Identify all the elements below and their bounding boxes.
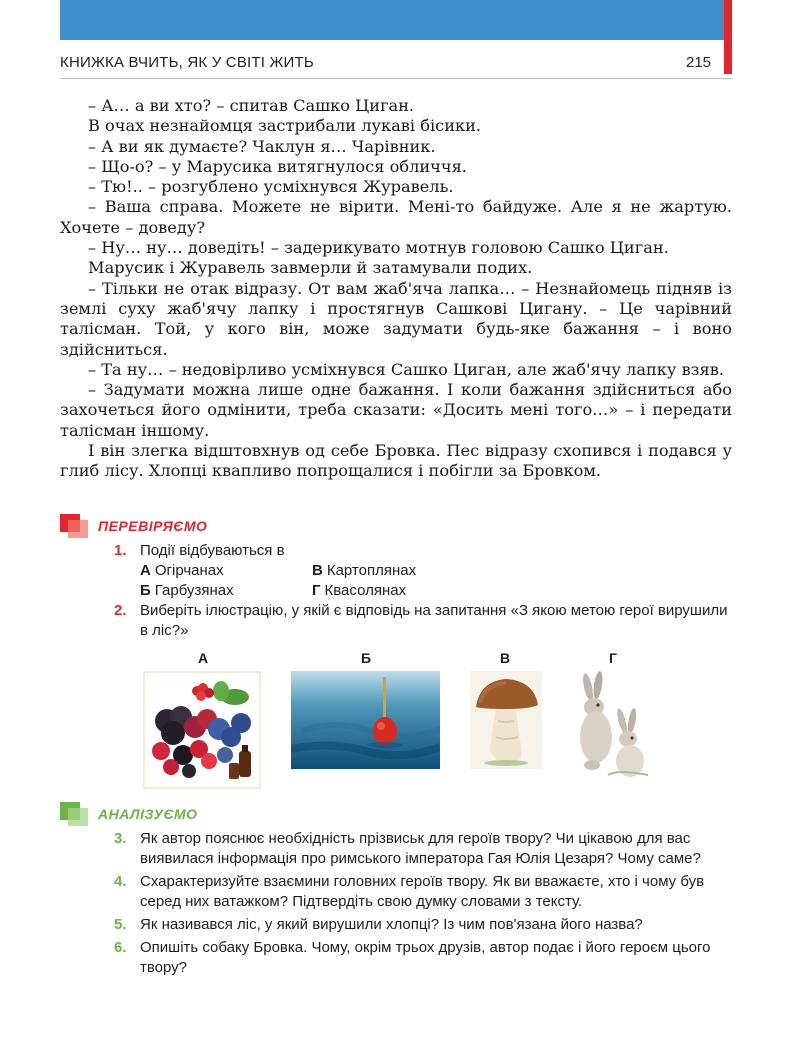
running-title: КНИЖКА ВЧИТЬ, ЯК У СВІТІ ЖИТЬ — [60, 54, 314, 71]
analyze-section-heading — [60, 802, 198, 826]
check-section-heading — [60, 514, 207, 538]
task-text: Опишіть собаку Бровка. Чому, окрім трьох друзів, автор подає і його героєм цього твору? — [140, 939, 711, 976]
story-paragraph: – Тю!.. – розгублено усміхнувся Журавель. — [88, 177, 454, 197]
task-number: 2. — [114, 602, 127, 619]
mushroom-illustration[interactable] — [470, 671, 542, 769]
berries-illustration[interactable] — [143, 671, 261, 789]
page-number: 215 — [686, 54, 712, 71]
task-number: 5. — [114, 916, 127, 933]
task-number: 3. — [114, 830, 127, 847]
task-text: Як називався ліс, у який вирушили хлопці? Із чим пов'язана його назва? — [140, 916, 643, 933]
task-number: 1. — [114, 542, 127, 559]
story-paragraph: – Ну… ну… доведіть! – задерикувато мотнув головою Сашко Циган. — [88, 238, 669, 258]
story-text — [60, 96, 732, 482]
task-3 — [114, 829, 734, 869]
check-tasks — [114, 541, 734, 641]
analyze-section-title: АНАЛІЗУЄМО — [98, 806, 198, 822]
task-4 — [114, 872, 734, 912]
story-paragraph: – Тільки не отак відразу. От вам жаб'яча лапка… – Незнайомець підняв із землі суху жаб'ячу лапку і простягнув Сашкові Цигану. – Це чарівний талісман. Той, у кого він, може задумати будь-яке бажання – і воно здійсниться. — [60, 278, 732, 359]
image-label-h: Г — [609, 650, 617, 666]
task-number: 4. — [114, 873, 127, 890]
header-divider — [60, 78, 732, 79]
task-2 — [114, 601, 734, 641]
task-text: Події відбуваються в — [140, 542, 285, 559]
task-1 — [114, 541, 734, 601]
analyze-section-icon — [60, 802, 90, 826]
task-number: 6. — [114, 939, 127, 956]
check-section-icon — [60, 514, 90, 538]
story-paragraph: – Ваша справа. Можете не вірити. Мені-то байдуже. Але я не жартую. Хочете – доведу? — [60, 197, 732, 237]
answer-options — [140, 561, 734, 601]
header-color-bar — [60, 0, 724, 40]
task-text: Як автор пояснює необхідність прізвиськ для героїв твору? Чи цікавою для вас виявилася інформація про римського імператора Гая Юлія Цезаря? Чому саме? — [140, 830, 701, 867]
story-paragraph: – А ви як думаєте? Чаклун я… Чарівник. — [88, 136, 436, 156]
analyze-tasks — [114, 829, 734, 981]
image-label-b: Б — [360, 650, 372, 666]
story-paragraph: І він злегка відштовхнув од себе Бровка. Пес відразу схопився і подався у глиб лісу. Хлопці квапливо попрощалися і побігли за Бровком. — [60, 441, 732, 481]
story-paragraph: – Та ну… – недовірливо усміхнувся Сашко Циган, але жаб'ячу лапку взяв. — [88, 359, 724, 379]
header-red-marker — [724, 0, 732, 74]
rabbits-illustration[interactable] — [578, 671, 654, 779]
image-label-v: В — [499, 650, 511, 666]
task-text: Виберіть ілюстрацію, у якій є відповідь на запитання «З якою метою герої вирушили в ліс?» — [140, 602, 728, 639]
answer-option[interactable]: Г Квасолянах — [312, 582, 407, 599]
story-paragraph: В очах незнайомця застрибали лукаві бісики. — [88, 116, 482, 136]
fishing-float-illustration[interactable] — [291, 671, 440, 769]
image-label-a: А — [197, 650, 209, 666]
task-text: Схарактеризуйте взаємини головних героїв твору. Як ви вважаєте, хто і чому був серед них ватажком? Підтвердіть свою думку словами з тексту. — [140, 873, 705, 910]
story-paragraph: Марусик і Журавель завмерли й затамували подих. — [88, 258, 533, 278]
task-6 — [114, 938, 734, 978]
answer-option[interactable]: В Картоплянах — [312, 562, 417, 579]
answer-option[interactable]: Б Гарбузянах — [140, 582, 234, 599]
answer-option[interactable]: А Огірчанах — [140, 562, 224, 579]
story-paragraph: – А… а ви хто? – спитав Сашко Циган. — [88, 96, 415, 115]
story-paragraph: – Задумати можна лише одне бажання. І коли бажання здійсниться або захочеться його одмінити, треба сказати: «Досить мені того…» – і передати талісман іншому. — [60, 380, 732, 440]
task-5 — [114, 915, 734, 935]
check-section-title: ПЕРЕВІРЯЄМО — [98, 518, 208, 534]
story-paragraph: – Що-о? – у Марусика витягнулося обличчя. — [88, 156, 467, 176]
